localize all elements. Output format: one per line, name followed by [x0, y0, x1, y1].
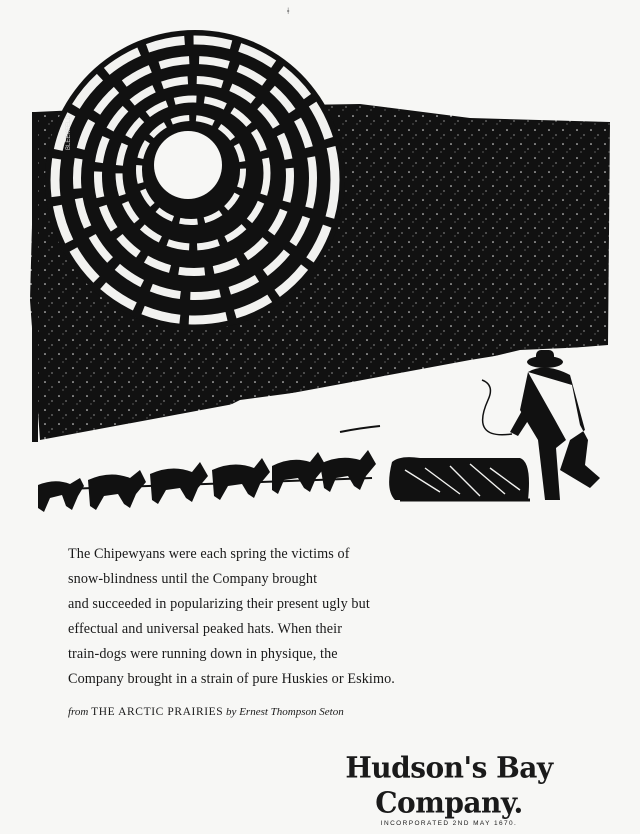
- credit-author: Ernest Thompson Seton: [239, 706, 344, 718]
- company-logo: [318, 752, 580, 827]
- sled-icon: [389, 457, 530, 500]
- body-copy: [68, 542, 488, 692]
- registration-mark: ǂ: [287, 6, 290, 16]
- logo-wordmark: Hudson's Bay Company.: [345, 750, 553, 820]
- body-line: The Chipewyans were each spring the victims of: [68, 546, 350, 562]
- body-line: effectual and universal peaked hats. When their: [68, 621, 343, 637]
- source-credit: [68, 706, 344, 718]
- sun-icon: [45, 30, 345, 330]
- body-line: and succeeded in popularizing their present ugly but: [68, 596, 370, 612]
- logo-incorporated: INCORPORATED 2ND MAY 1670.: [380, 820, 518, 827]
- body-line: Company brought in a strain of pure Huskies or Eskimo.: [68, 671, 395, 687]
- credit-book-title: THE ARCTIC PRAIRIES: [91, 706, 224, 718]
- body-line: snow-blindness until the Company brought: [68, 571, 318, 587]
- body-line: train-dogs were running down in physique, the: [68, 646, 338, 662]
- credit-prefix: from: [68, 706, 89, 718]
- artist-signature: BLEEKFELD: [66, 115, 72, 150]
- credit-by: by: [226, 706, 237, 718]
